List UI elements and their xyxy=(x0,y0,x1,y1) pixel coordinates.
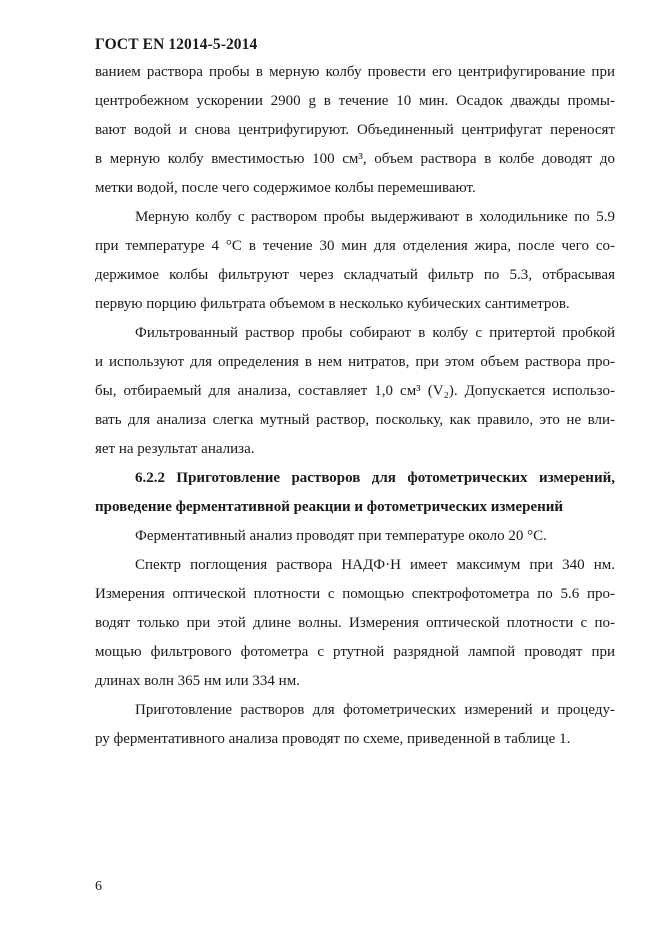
text-line: мощью фильтрового фотометра с ртутной разрядной лампой проводят при xyxy=(95,644,615,660)
text-line: вать для анализа слегка мутный раствор, поскольку, как правило, это не вли- xyxy=(95,412,615,428)
text-line: центробежном ускорении 2900 g в течение 10 мин. Осадок дважды промы- xyxy=(95,93,615,109)
text-line: и используют для определения в нем нитратов, при этом объем раствора про- xyxy=(95,354,615,370)
text-line: Приготовление растворов для фотометрических измерений и процеду- xyxy=(135,702,615,718)
text-line: бы, отбираемый для анализа, составляет 1,0 см³ (V₂). Допускается использо- xyxy=(95,383,615,399)
text-line: вают водой и снова центрифугируют. Объединенный центрифугат переносят xyxy=(95,122,615,138)
text-line: ру ферментативного анализа проводят по схеме, приведенной в таблице 1. xyxy=(95,731,571,747)
page-number: 6 xyxy=(95,879,102,894)
text-line: Ферментативный анализ проводят при температуре около 20 °С. xyxy=(135,528,547,544)
document-header: ГОСТ EN 12014-5-2014 xyxy=(95,36,258,53)
section-heading: проведение ферментативной реакции и фотометрических измерений xyxy=(95,499,564,515)
text-line: Измерения оптической плотности с помощью спектрофотометра по 5.6 про- xyxy=(95,586,615,602)
text-line: держимое колбы фильтруют через складчатый фильтр по 5.3, отбрасывая xyxy=(95,267,615,283)
text-line: Фильтрованный раствор пробы собирают в колбу с притертой пробкой xyxy=(135,325,615,341)
text-line: длинах волн 365 нм или 334 нм. xyxy=(95,673,300,689)
text-line: Спектр поглощения раствора НАДФ·Н имеет максимум при 340 нм. xyxy=(135,557,615,573)
text-line: Мерную колбу с раствором пробы выдерживают в холодильнике по 5.9 xyxy=(135,209,615,225)
text-line: яет на результат анализа. xyxy=(95,441,255,457)
text-line: водят только при этой длине волны. Измерения оптической плотности с по- xyxy=(95,615,615,631)
text-line: ванием раствора пробы в мерную колбу провести его центрифугирование при xyxy=(95,64,615,80)
text-line: при температуре 4 °С в течение 30 мин для отделения жира, после чего со- xyxy=(95,238,615,254)
text-line: в мерную колбу вместимостью 100 см³, объем раствора в колбе доводят до xyxy=(95,151,615,167)
text-line: метки водой, после чего содержимое колбы перемешивают. xyxy=(95,180,476,196)
section-heading: 6.2.2 Приготовление растворов для фотометрических измерений, xyxy=(135,470,615,486)
text-line: первую порцию фильтрата объемом в несколько кубических сантиметров. xyxy=(95,296,570,312)
